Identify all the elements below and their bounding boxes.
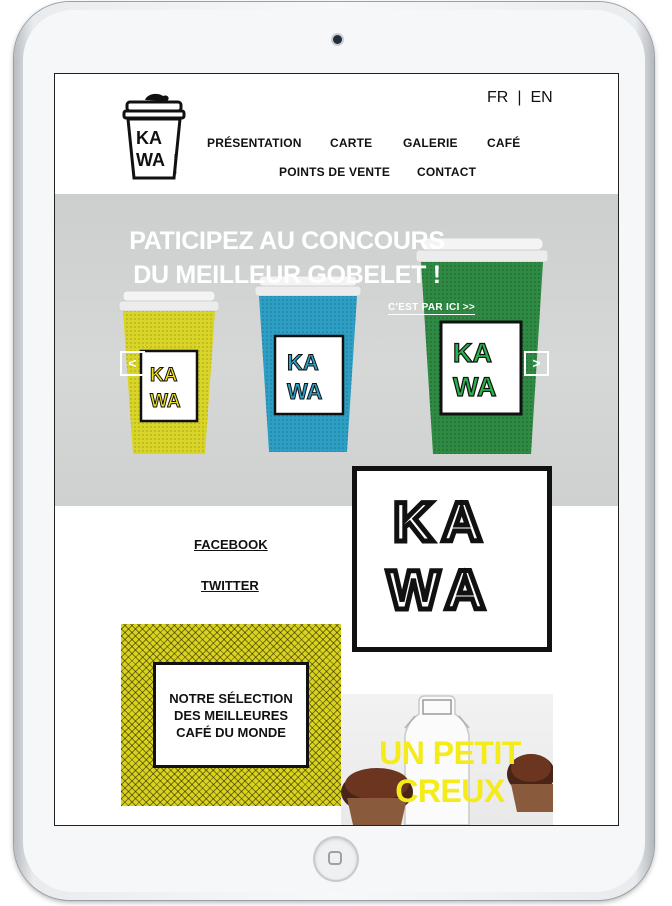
lang-fr[interactable]: FR	[487, 89, 509, 106]
hero-title-line1: PATICIPEZ AU CONCOURS	[129, 227, 445, 255]
camera-icon	[333, 35, 342, 44]
big-logo-text-wa: WA	[387, 558, 494, 621]
language-switch	[487, 89, 553, 107]
snack-card[interactable]	[341, 694, 553, 825]
nav-contact[interactable]: CONTACT	[417, 165, 477, 179]
nav-presentation[interactable]: PRÉSENTATION	[207, 136, 302, 150]
logo-text-wa: WA	[136, 150, 165, 170]
hero-cta-link[interactable]: C'EST PAR ICI >>	[388, 302, 476, 313]
lang-en[interactable]: EN	[530, 89, 553, 106]
blue-cup-text-ka: KA	[287, 350, 319, 375]
lang-separator: |	[517, 89, 522, 106]
coffee-selection-label: NOTRE SÉLECTION DES MEILLEURES CAFÉ DU MONDE	[153, 662, 309, 768]
snack-title-line2: CREUX	[395, 773, 505, 809]
hero-slider	[55, 194, 618, 506]
home-square-icon	[328, 851, 342, 865]
yellow-cup-image	[117, 289, 221, 469]
snack-title	[355, 734, 545, 810]
logo-tagline: CAFÉ BAR	[173, 154, 178, 175]
blue-cup-text-wa: WA	[287, 379, 323, 404]
hero-title	[89, 224, 485, 292]
big-logo-text-ka: KA	[393, 490, 490, 553]
website-screen	[55, 74, 618, 825]
twitter-link[interactable]: TWITTER	[201, 578, 259, 593]
green-cup-text-wa: WA	[453, 372, 497, 402]
yellow-cup-text-ka: KA	[150, 365, 178, 386]
home-button[interactable]	[315, 838, 357, 880]
logo-text-ka: KA	[136, 128, 162, 148]
nav-cafe[interactable]: CAFÉ	[487, 136, 521, 150]
chevron-left-icon[interactable]: <	[120, 351, 145, 376]
big-kawa-logo	[352, 466, 552, 652]
nav-points-de-vente[interactable]: POINTS DE VENTE	[279, 165, 391, 179]
yellow-cup-text-wa: WA	[150, 391, 181, 412]
hero-title-line2: DU MEILLEUR GOBELET !	[133, 261, 441, 289]
green-cup-text-ka: KA	[453, 338, 492, 368]
nav-galerie[interactable]: GALERIE	[403, 136, 458, 150]
blue-cup-image	[253, 274, 363, 466]
nav-carte[interactable]: CARTE	[330, 136, 373, 150]
chevron-right-icon[interactable]: >	[524, 351, 549, 376]
facebook-link[interactable]: FACEBOOK	[194, 537, 268, 552]
snack-title-line1: UN PETIT	[379, 735, 521, 771]
coffee-selection-card[interactable]	[121, 624, 341, 806]
kawa-logo[interactable]	[121, 92, 187, 182]
big-logo-lettering	[357, 471, 547, 647]
